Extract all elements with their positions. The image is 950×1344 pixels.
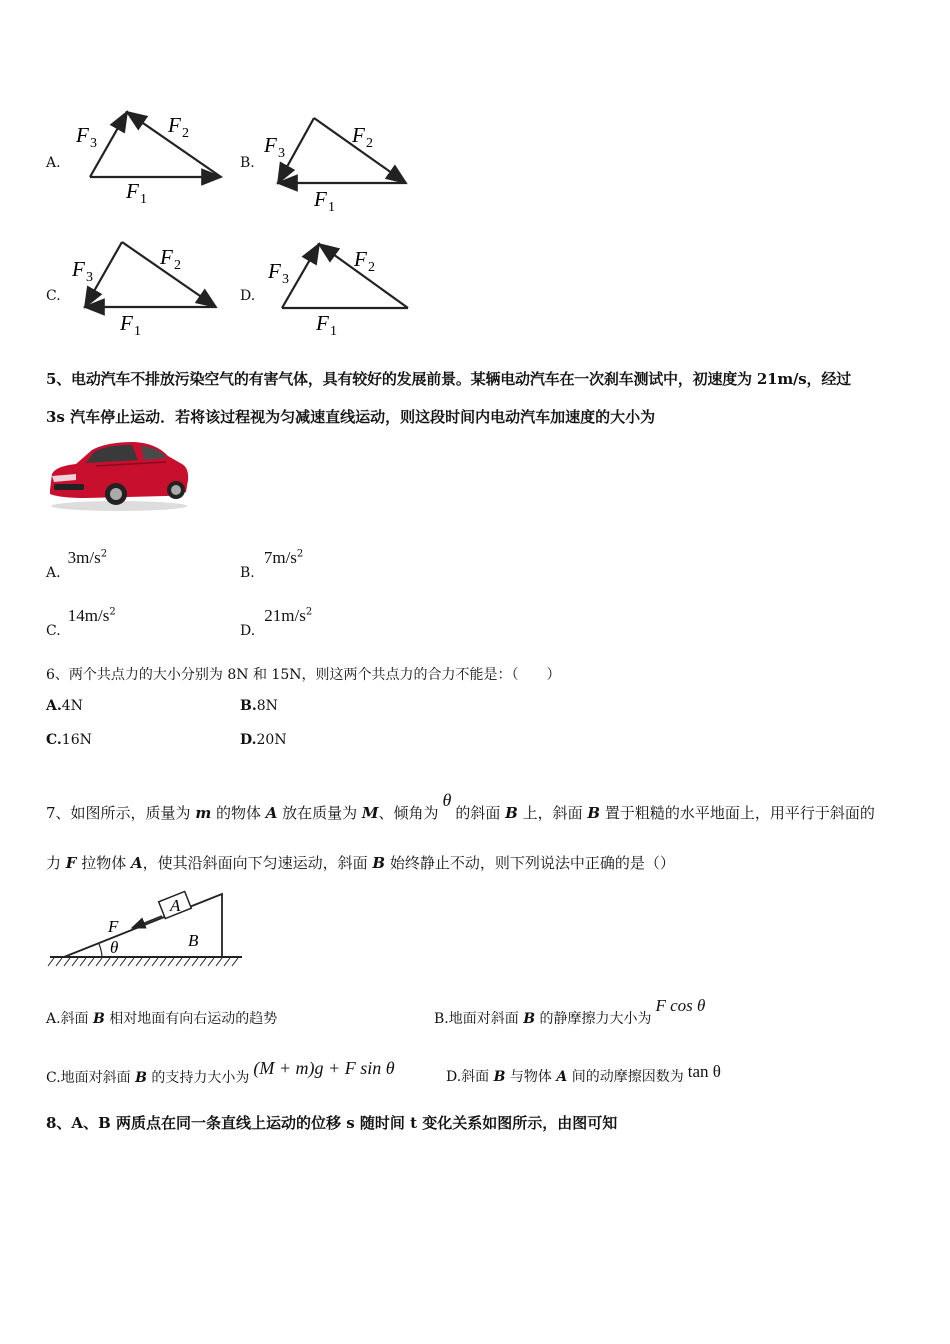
q5-option-a[interactable]: A. $3m/s^2$ xyxy=(46,548,108,581)
q5-option-c-value: 14m/s xyxy=(67,606,110,625)
svg-text:F: F xyxy=(120,311,133,335)
svg-text:1: 1 xyxy=(328,200,335,215)
q7-stem-line1: 7、如图所示，质量为 m 的物体 A 放在质量为 M、倾角为θ的斜面 B 上，斜面 B 置于粗糙的水平地面上，用平行于斜面的 xyxy=(46,790,875,822)
q6-stem: 6、两个共点力的大小分别为 8N 和 15N，则这两个共点力的合力不能是：（ ） xyxy=(46,667,561,683)
svg-text:3: 3 xyxy=(282,272,289,287)
svg-text:F: F xyxy=(126,179,139,203)
q7-option-a[interactable]: A.斜面 B 相对地面有向右运动的趋势 xyxy=(46,1011,278,1027)
q5-option-d-value: 21m/s xyxy=(264,606,306,625)
svg-text:1: 1 xyxy=(330,324,337,339)
svg-text:F: F xyxy=(72,257,85,281)
q4-option-a-diagram xyxy=(70,100,240,210)
q7-option-b[interactable]: B.地面对斜面 B 的静摩擦力大小为F cos θ xyxy=(434,996,706,1027)
q7-option-d-expr: tan θ xyxy=(687,1062,721,1081)
q6-option-b[interactable]: B.8N xyxy=(240,698,278,714)
svg-text:1: 1 xyxy=(140,192,147,207)
svg-text:F: F xyxy=(316,311,329,335)
svg-text:F: F xyxy=(314,187,327,211)
q7-fig-label-a: A xyxy=(170,896,181,915)
svg-text:3: 3 xyxy=(90,136,97,151)
q7-fig-label-theta: θ xyxy=(110,938,119,957)
svg-text:F: F xyxy=(352,123,365,147)
q4a-f3: F xyxy=(76,123,89,147)
q4-option-d-label: D. xyxy=(240,288,256,304)
q4-option-d-diagram xyxy=(264,234,424,344)
q5-option-b-label: B. xyxy=(240,565,255,581)
q5-option-a-value: 3m/s xyxy=(67,548,101,567)
q7-option-d[interactable]: D.斜面 B 与物体 A 间的动摩擦因数为 tan θ xyxy=(446,1062,721,1085)
svg-text:F: F xyxy=(354,247,367,271)
svg-text:3: 3 xyxy=(278,146,285,161)
q5-stem-line1: 5、电动汽车不排放污染空气的有害气体，具有较好的发展前景。某辆电动汽车在一次刹车测试中，初速度为 21m/s，经过 xyxy=(46,370,851,388)
q5-option-d[interactable]: D. $21m/s^2$ xyxy=(240,606,313,639)
red-car-image xyxy=(46,436,192,516)
q4-option-b-label: B. xyxy=(240,155,255,171)
q4-option-a-label: A. xyxy=(46,155,61,171)
q6-option-a[interactable]: A.4N xyxy=(46,698,83,714)
svg-text:3: 3 xyxy=(86,270,93,285)
svg-text:2: 2 xyxy=(182,126,189,141)
svg-text:1: 1 xyxy=(134,324,141,339)
svg-text:2: 2 xyxy=(366,136,373,151)
svg-text:2: 2 xyxy=(368,260,375,275)
q4-option-c-diagram xyxy=(68,232,228,342)
q7-option-b-expr: F cos θ xyxy=(655,996,706,1015)
q5-option-b[interactable]: B. $7m/s^2$ xyxy=(240,548,304,581)
q5-option-d-label: D. xyxy=(240,623,256,639)
q7-incline-figure xyxy=(46,884,246,970)
q5-stem-line2: 3s 汽车停止运动．若将该过程视为匀减速直线运动，则这段时间内电动汽车加速度的大小为 xyxy=(46,408,656,426)
q7-stem-line2: 力 F 拉物体 A，使其沿斜面向下匀速运动，斜面 B 始终静止不动，则下列说法中正确的是（） xyxy=(46,854,675,872)
q5-option-c-label: C. xyxy=(46,623,61,639)
svg-text:F: F xyxy=(168,113,181,137)
q7-fig-label-b: B xyxy=(188,931,199,950)
q7-option-c-expr: (M + m)g + F sin θ xyxy=(253,1058,395,1078)
q5-option-b-value: 7m/s xyxy=(263,548,297,567)
q7-fig-label-f: F xyxy=(108,917,119,936)
svg-text:F: F xyxy=(268,259,281,283)
q8-stem: 8、A、B 两质点在同一条直线上运动的位移 s 随时间 t 变化关系如图所示，由图可知 xyxy=(46,1114,618,1132)
svg-text:F: F xyxy=(264,133,277,157)
q7-option-c[interactable]: C.地面对斜面 B 的支持力大小为 (M + m)g + F sin θ xyxy=(46,1058,395,1086)
q6-option-c[interactable]: C.16N xyxy=(46,732,92,748)
q5-option-c[interactable]: C. $14m/s^2$ xyxy=(46,606,116,639)
q6-option-d[interactable]: D.20N xyxy=(240,732,287,748)
q4-option-c-label: C. xyxy=(46,288,61,304)
q5-option-a-label: A. xyxy=(46,565,61,581)
q4-option-b-diagram xyxy=(262,108,422,218)
svg-text:F: F xyxy=(160,245,173,269)
svg-text:2: 2 xyxy=(174,258,181,273)
